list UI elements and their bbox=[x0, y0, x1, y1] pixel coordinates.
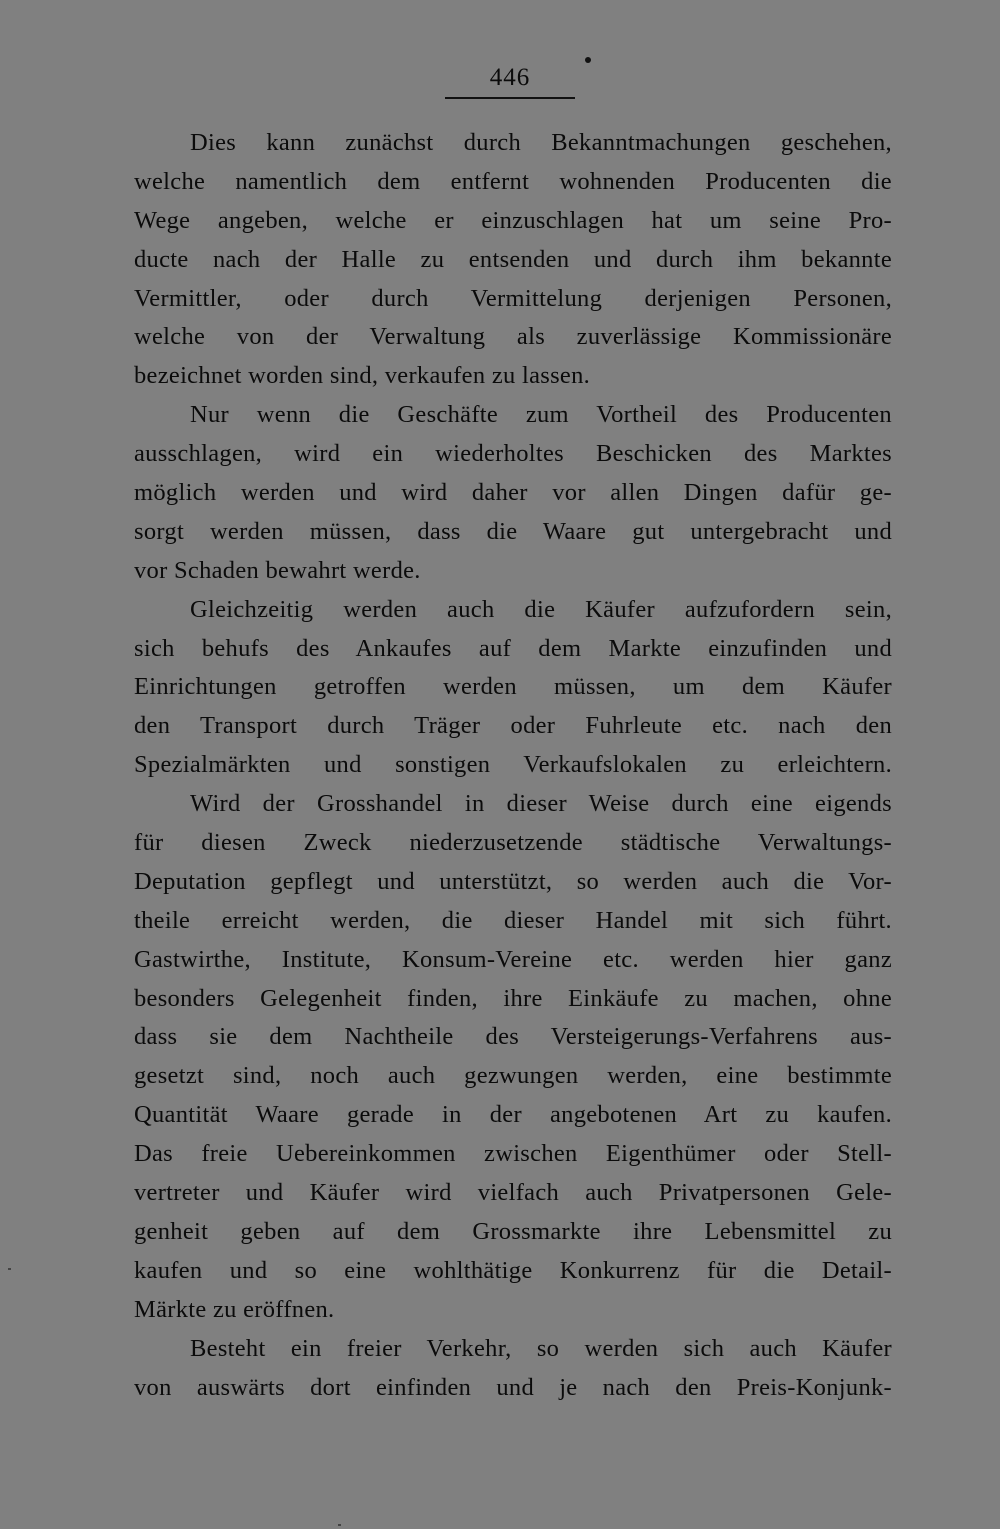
ink-dot bbox=[585, 57, 591, 63]
text-line: Gleichzeitig werden auch die Käufer aufzufordern sein, bbox=[190, 595, 892, 623]
text-line: sich behufs des Ankaufes auf dem Markte einzufinden und bbox=[134, 634, 892, 662]
text-line: welche von der Verwaltung als zuverlässige Kommissionäre bbox=[134, 323, 892, 351]
text-line: dass sie dem Nachtheile des Versteigerungs-Verfahrens aus- bbox=[134, 1023, 892, 1051]
text-line: Spezialmärkten und sonstigen Verkaufslokalen zu erleichtern. bbox=[134, 751, 892, 779]
text-line: besonders Gelegenheit finden, ihre Einkäufe zu machen, ohne bbox=[134, 984, 892, 1012]
text-line: Wird der Grosshandel in dieser Weise durch eine eigends bbox=[190, 790, 892, 818]
text-line: genheit geben auf dem Grossmarkte ihre Lebensmittel zu bbox=[134, 1217, 892, 1245]
text-line: vertreter und Käufer wird vielfach auch Privatpersonen Gele- bbox=[134, 1179, 892, 1207]
scan-speck bbox=[8, 1268, 11, 1270]
text-line: bezeichnet worden sind, verkaufen zu lassen. bbox=[134, 362, 591, 390]
text-line: gesetzt sind, noch auch gezwungen werden, eine bestimmte bbox=[134, 1062, 892, 1090]
text-line: welche namentlich dem entfernt wohnenden Producenten die bbox=[134, 167, 892, 195]
header-rule bbox=[445, 97, 575, 99]
text-line: Dies kann zunächst durch Bekanntmachungen geschehen, bbox=[190, 129, 892, 156]
text-line: sorgt werden müssen, dass die Waare gut untergebracht und bbox=[134, 517, 892, 545]
text-line: Das freie Uebereinkommen zwischen Eigenthümer oder Stell- bbox=[134, 1140, 892, 1168]
text-line: Quantität Waare gerade in der angebotenen Art zu kaufen. bbox=[134, 1101, 892, 1129]
text-line: für diesen Zweck niederzusetzende städtische Verwaltungs- bbox=[134, 829, 892, 857]
scan-speck bbox=[338, 1524, 341, 1526]
text-line: Wege angeben, welche er einzuschlagen hat um seine Pro- bbox=[134, 206, 892, 234]
text-line: Deputation gepflegt und unterstützt, so werden auch die Vor- bbox=[134, 867, 892, 895]
text-line: vor Schaden bewahrt werde. bbox=[134, 556, 421, 584]
text-line: ducte nach der Halle zu entsenden und durch ihm bekannte bbox=[134, 245, 892, 273]
text-line: kaufen und so eine wohlthätige Konkurrenz für die Detail- bbox=[134, 1256, 892, 1284]
text-line: ausschlagen, wird ein wiederholtes Beschicken des Marktes bbox=[134, 440, 892, 468]
text-line: Märkte zu eröffnen. bbox=[134, 1295, 335, 1323]
text-line: theile erreicht werden, die dieser Handel mit sich führt. bbox=[134, 906, 892, 934]
text-line: den Transport durch Träger oder Fuhrleute etc. nach den bbox=[134, 712, 892, 740]
text-line: Nur wenn die Geschäfte zum Vortheil des Producenten bbox=[190, 401, 892, 429]
text-line: Besteht ein freier Verkehr, so werden sich auch Käufer bbox=[190, 1334, 892, 1362]
text-line: von auswärts dort einfinden und je nach den Preis-Konjunk- bbox=[134, 1373, 892, 1401]
text-line: Vermittler, oder durch Vermittelung derjenigen Personen, bbox=[134, 284, 892, 312]
text-line: Einrichtungen getroffen werden müssen, um dem Käufer bbox=[134, 673, 892, 701]
text-line: möglich werden und wird daher vor allen Dingen dafür ge- bbox=[134, 479, 892, 507]
page-number: 446 bbox=[489, 64, 531, 91]
text-line: Gastwirthe, Institute, Konsum-Vereine etc. werden hier ganz bbox=[134, 945, 892, 973]
body-text bbox=[134, 124, 892, 1407]
